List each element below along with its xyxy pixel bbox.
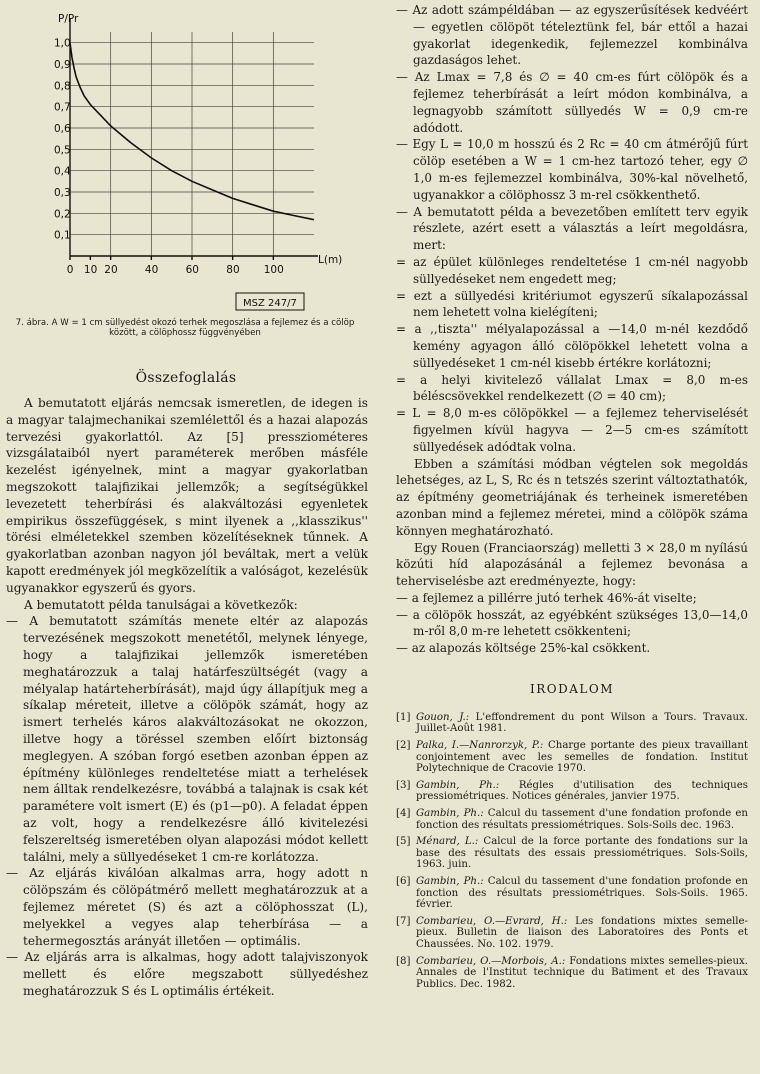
dash-item: — Az adott számpéldában — az egyszerűsítések kedvéért — egyetlen cölöpöt tételeztünk fel, bár ettől a hazai gyakorlat idegenkedik, fejlemezzel kombinálva gazdaságos lehet. bbox=[396, 3, 748, 68]
chart-grid bbox=[70, 32, 314, 256]
x-tick-label: 100 bbox=[263, 264, 284, 276]
reference-item bbox=[396, 740, 748, 775]
reference-item bbox=[396, 916, 748, 951]
reference-item bbox=[396, 780, 748, 803]
reference-text: Calcul du tassement d'une fondation profonde en fonction des résultats pressiométriques. Sols-Soils. 1965. février. bbox=[416, 876, 748, 911]
section-title: Összefoglalás bbox=[135, 370, 237, 386]
chart-ylabel: P/Pr bbox=[58, 13, 79, 25]
dash-item: — Az eljárás arra is alkalmas, hogy adott talajviszonyok mellett és előre megszabott süllyedéshez meghatározzuk S és L optimális értékeit. bbox=[6, 950, 368, 998]
reference-text: Charge portante des pieux travaillant conjointement avec les semelles de fondation. Institut Polytechnique de Cracovie 1970. bbox=[416, 740, 748, 775]
chart-axes bbox=[70, 18, 318, 256]
reference-text: Les fondations mixtes semelle-pieux. Bulletin de liaison des Laboratoires des Ponts et Chaussées. No. 102. 1979. bbox=[416, 915, 748, 950]
paragraph: Egy Rouen (Franciaország) melletti 3 × 28,0 m nyílású közúti híd alapozásánál a fejlemez bevonása a teherviselésbe azt eredményezte, hogy: bbox=[396, 540, 748, 589]
equal-item: = L = 8,0 m-es cölöpökkel — a fejlemez teherviselését figyelmen kívül hagyva — 2—5 cm-es számított süllyedések adódtak volna. bbox=[396, 406, 748, 454]
paragraph: A bemutatott eljárás nemcsak ismeretlen, de idegen is a magyar talajmechanikai szemlélettől és a hazai alapozás tervezési gyakorlattól. Az [5] pressziométeres vizsgálataiból nyert paraméterek merőben másféle kezelést igényelnek, mint a magyar gyakorlatban megszokott talajfizikai jellemzők; a segítségükkel levezetett teherbírási és alakváltozási egyenletek empirikus összefüggések, s mint ilyenek a ,,klasszikus'' törési elméletekkel szemben közelítéseknek tűnnek. A gyakorlatban azonban nagyon jól beváltak, mert a velük kapott eredmények jól megközelítik a valóságot, kezelésük ugyanakkor egyszerű és gyors. bbox=[6, 396, 368, 595]
reference-author: Combarieu, O.—Morbois, A.: bbox=[416, 955, 566, 967]
equal-item: = a helyi kivitelező vállalat Lmax = 8,0 m-es béléscsövekkel rendelkezett (∅ = 40 cm); bbox=[396, 372, 748, 404]
left-body bbox=[6, 395, 368, 1000]
dash-item: — A bemutatott számítás menete eltér az alapozás tervezésének megszokott menetétől, melynek lényege, hogy a talajfizikai jellemzők ismeretében meghatározzuk a talaj határfeszültségét (vagy a mélyalap határteherbírását), majd úgy állapítjuk meg a síkalap méreteit, illetve a cölöpök számát, hogy az ismert terhelés káros alakváltozásokat ne okozzon, illetve hogy a töréssel szemben előírt biztonság meglegyen. A szóban forgó esetben azonban éppen az építmény különleges rendeltetése miatt a terhelések nem álltak rendelkezésre, továbbá a talajnak is csak két paramétere volt ismert (E) és (p1—p0). A feladat éppen az volt, hogy a rendelkezésre álló kivitelezési felszereltség ismeretében olyan alapozási módot kellett találni, mely a süllyedéseket 1 cm-re korlátozza. bbox=[6, 614, 368, 864]
x-tick-label: 80 bbox=[226, 264, 240, 276]
figure-caption: 7. ábra. A W = 1 cm süllyedést okozó terhek megoszlása a fejlemez és a cölöp között, a cölöphossz függvényében bbox=[15, 318, 355, 338]
reference-text: Calcul du tassement d'une fondation profonde en fonction des résultats pressiométriques. Sols-Soils dec. 1963. bbox=[416, 808, 748, 831]
reference-number: [4] bbox=[396, 808, 411, 820]
reference-text: Régles d'utilisation des techniques pressiométriques. Notices générales, janvier 1975. bbox=[416, 779, 748, 803]
reference-item bbox=[396, 712, 748, 735]
x-tick-label: 60 bbox=[185, 264, 199, 276]
reference-item bbox=[396, 808, 748, 831]
references-title: IRODALOM bbox=[530, 682, 614, 697]
dash-item: — az alapozás költsége 25%-kal csökkent. bbox=[396, 641, 651, 656]
right-body bbox=[396, 2, 748, 995]
y-tick-label: 0,7 bbox=[54, 101, 71, 114]
dash-item: — Az Lmax = 7,8 és ∅ = 40 cm-es fúrt cölöpök és a fejlemez teherbírását a leírt módon kombinálva, a legnagyobb számított süllyedés W = 0,9 cm-re adódott. bbox=[396, 70, 748, 135]
reference-author: Gambin, Ph.: bbox=[416, 808, 484, 820]
y-tick-label: 0,8 bbox=[54, 80, 71, 93]
reference-text: Calcul de la force portante des fondations sur la base des résultats des essais pressiométriques. Sols-Soils, 1963. juin. bbox=[416, 836, 748, 871]
reference-number: [6] bbox=[396, 876, 411, 887]
chart-xlabel: L(m) bbox=[318, 254, 343, 266]
dash-item: — A bemutatott példa a bevezetőben említett terv egyik részlete, azért esett a választás a leírt megoldásra, mert: bbox=[396, 204, 748, 253]
reference-author: Gambin, Ph.: bbox=[416, 876, 484, 887]
paragraph: Ebben a számítási módban végtelen sok megoldás lehetséges, az L, S, Rc és n tetszés szerint változtathatók, az építmény geometriájának és terheinek ismeretében azonban mind a fejlemez méretei, mind a cölöpök száma könnyen meghatározható. bbox=[396, 456, 748, 538]
reference-number: [3] bbox=[396, 779, 411, 791]
reference-author: Gambin, Ph.: bbox=[416, 779, 500, 791]
y-tick-label: 0,2 bbox=[54, 208, 71, 221]
reference-number: [5] bbox=[396, 836, 411, 848]
reference-text: L'effondrement du pont Wilson a Tours. Travaux. Juillet-Août 1981. bbox=[416, 711, 748, 735]
reference-number: [1] bbox=[396, 711, 411, 723]
x-tick-label: 40 bbox=[144, 264, 159, 276]
paragraph: A bemutatott példa tanulságai a következők: bbox=[24, 597, 298, 612]
reference-item bbox=[396, 876, 748, 911]
reference-author: Gouon, J.: bbox=[416, 711, 470, 723]
reference-number: [7] bbox=[396, 915, 411, 927]
dash-item: — a cölöpök hosszát, az egyébként szükséges 13,0—14,0 m-ről 8,0 m-re lehetett csökkenteni; bbox=[396, 607, 748, 639]
y-tick-label: 0,5 bbox=[54, 144, 71, 157]
settlement-chart bbox=[0, 0, 372, 318]
references-list bbox=[396, 712, 748, 990]
reference-number: [2] bbox=[396, 740, 411, 752]
reference-item bbox=[396, 956, 748, 991]
dash-item: — Egy L = 10,0 m hosszú és 2 Rc = 40 cm átmérőjű fúrt cölöp esetében a W = 1 cm-hez tartozó teher, egy ∅ 1,0 m-es fejlemezzel kombinálva, 30%-kal növelhető, ugyanakkor a cölöphossz 3 m-rel csökkenthető. bbox=[396, 137, 748, 202]
chart-ticks bbox=[54, 38, 284, 276]
equal-item: = az épület különleges rendeltetése 1 cm-nél nagyobb süllyedéseket nem engedett meg; bbox=[396, 254, 748, 286]
reference-author: Palka, I.—Nanrorzyk, P.: bbox=[416, 740, 544, 752]
reference-number: [8] bbox=[396, 955, 411, 967]
y-tick-label: 0,4 bbox=[54, 165, 71, 178]
x-tick-label: 10 bbox=[83, 264, 98, 276]
equal-item: = ezt a süllyedési kritériumot egyszerű síkalapozással nem lehetett volna kielégíteni; bbox=[396, 288, 748, 320]
y-tick-label: 0,3 bbox=[54, 187, 71, 199]
y-tick-label: 1,0 bbox=[54, 37, 71, 50]
msz-label: MSZ 247/7 bbox=[243, 298, 297, 309]
reference-item bbox=[396, 836, 748, 871]
dash-item: — a fejlemez a pillérre jutó terhek 46%-át viselte; bbox=[396, 590, 697, 605]
reference-author: Combarieu, O.—Evrard, H.: bbox=[416, 915, 568, 927]
equal-item: = a ,,tiszta'' mélyalapozással a —14,0 m-nél kezdődő kemény agyagon álló cölöpökkel lehetett volna a süllyedéseket 1 cm-nél kisebb értékre korlátozni; bbox=[396, 322, 748, 370]
x-tick-label: 20 bbox=[104, 264, 118, 276]
reference-text: Fondations mixtes semelles-pieux. Annales de l'Institut technique du Batiment et des Travaux Publics. Dec. 1982. bbox=[416, 955, 749, 990]
y-tick-label: 0,9 bbox=[54, 59, 71, 71]
x-tick-label: 0 bbox=[66, 264, 74, 276]
y-tick-label: 0,6 bbox=[54, 123, 71, 135]
y-tick-label: 0,1 bbox=[54, 229, 71, 242]
reference-author: Ménard, L.: bbox=[416, 836, 479, 848]
dash-item: — Az eljárás kiválóan alkalmas arra, hogy adott n cölöpszám és cölöpátmérő mellett meghatározzuk at a fejlemez méretet (S) és azt a cölöphosszat (L), melyekkel a vegyes alap teherbírása — a tehermegosztás arányát illetően — optimális. bbox=[6, 866, 368, 948]
